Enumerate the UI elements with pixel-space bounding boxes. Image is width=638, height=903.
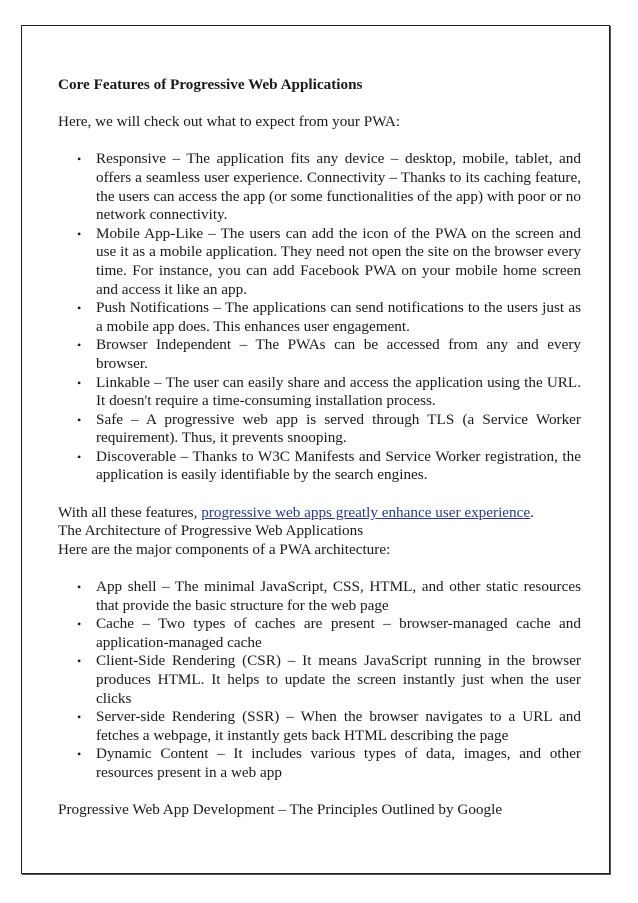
- list-item-text: Cache – Two types of caches are present – browser-managed cache and application-managed cache: [96, 615, 581, 651]
- architecture-components-list: [58, 578, 581, 783]
- bullet-icon: •: [77, 710, 82, 725]
- list-item-text: Server-side Rendering (SSR) – When the browser navigates to a URL and fetches a webpage, it instantly gets back HTML describing the page: [96, 708, 581, 744]
- list-item-linkable: [58, 374, 581, 411]
- list-item-csr: [58, 652, 581, 708]
- section-heading-core-features: Core Features of Progressive Web Applications: [58, 76, 363, 93]
- list-item-push-notifications: [58, 299, 581, 336]
- list-item-text: Discoverable – Thanks to W3C Manifests and Service Worker registration, the application is easily identifiable by the search engines.: [96, 447, 581, 484]
- list-item-safe: [58, 411, 581, 448]
- list-item-text: Browser Independent – The PWAs can be accessed from any and every browser.: [96, 336, 581, 372]
- spacer: [58, 485, 581, 504]
- list-item-text: App shell – The minimal JavaScript, CSS, HTML, and other static resources that provide the basic structure for the web page: [96, 578, 581, 614]
- summary-prefix: With all these features,: [58, 503, 202, 521]
- architecture-intro: Here are the major components of a PWA architecture:: [58, 540, 391, 558]
- list-item-text: Mobile App-Like – The users can add the icon of the PWA on the screen and use it as a mobile application. They need not open the site on the browser every time. For instance, you can add Facebook PWA on your mobile home screen and access it like an app.: [96, 224, 581, 298]
- bullet-icon: •: [77, 338, 82, 353]
- spacer: [58, 783, 581, 802]
- summary-paragraph: [58, 504, 581, 523]
- list-item-responsive: [58, 150, 581, 224]
- list-item-mobile-app-like: [58, 225, 581, 299]
- list-item-text: Responsive – The application fits any device – desktop, mobile, tablet, and offers a seamless user experience. Connectivity – Thanks to its caching feature, the users can access the app (or some functionalities of the app) with poor or no network connectivity.: [96, 150, 581, 224]
- bullet-icon: •: [77, 617, 82, 632]
- list-item-text: Push Notifications – The applications can send notifications to the users just as a mobile app does. This enhances user engagement.: [96, 299, 581, 335]
- bullet-icon: •: [77, 654, 82, 669]
- intro-paragraph: Here, we will check out what to expect from your PWA:: [58, 113, 401, 131]
- bullet-icon: •: [77, 152, 82, 167]
- summary-suffix: .: [530, 503, 534, 521]
- features-list: [58, 150, 581, 485]
- spacer: [58, 132, 581, 151]
- list-item-text: Client-Side Rendering (CSR) – It means JavaScript running in the browser produces HTML. It helps to update the screen instantly just when the user clicks: [96, 652, 581, 707]
- list-item-text: Safe – A progressive web app is served through TLS (a Service Worker requirement). Thus, it prevents snooping.: [96, 410, 581, 447]
- list-item-dynamic-content: [58, 745, 581, 782]
- bullet-icon: •: [77, 449, 82, 464]
- bullet-icon: •: [77, 580, 82, 595]
- bullet-icon: •: [77, 226, 82, 241]
- bullet-icon: •: [77, 301, 82, 316]
- bullet-icon: •: [77, 412, 82, 427]
- list-item-text: Dynamic Content – It includes various types of data, images, and other resources present in a web app: [96, 745, 581, 781]
- list-item-cache: [58, 615, 581, 652]
- list-item-text: Linkable – The user can easily share and access the application using the URL. It doesn't require a time-consuming installation process.: [96, 373, 581, 410]
- pwa-user-experience-link[interactable]: progressive web apps greatly enhance user experience: [201, 503, 531, 521]
- spacer: [58, 559, 581, 578]
- document-body: [58, 76, 581, 820]
- section-heading-architecture: The Architecture of Progressive Web Applications: [58, 522, 364, 540]
- list-item-ssr: [58, 708, 581, 745]
- section-heading-google-principles: Progressive Web App Development – The Principles Outlined by Google: [58, 801, 503, 819]
- list-item-browser-independent: [58, 336, 581, 373]
- bullet-icon: •: [77, 747, 82, 762]
- list-item-app-shell: [58, 578, 581, 615]
- list-item-discoverable: [58, 448, 581, 485]
- bullet-icon: •: [77, 375, 82, 390]
